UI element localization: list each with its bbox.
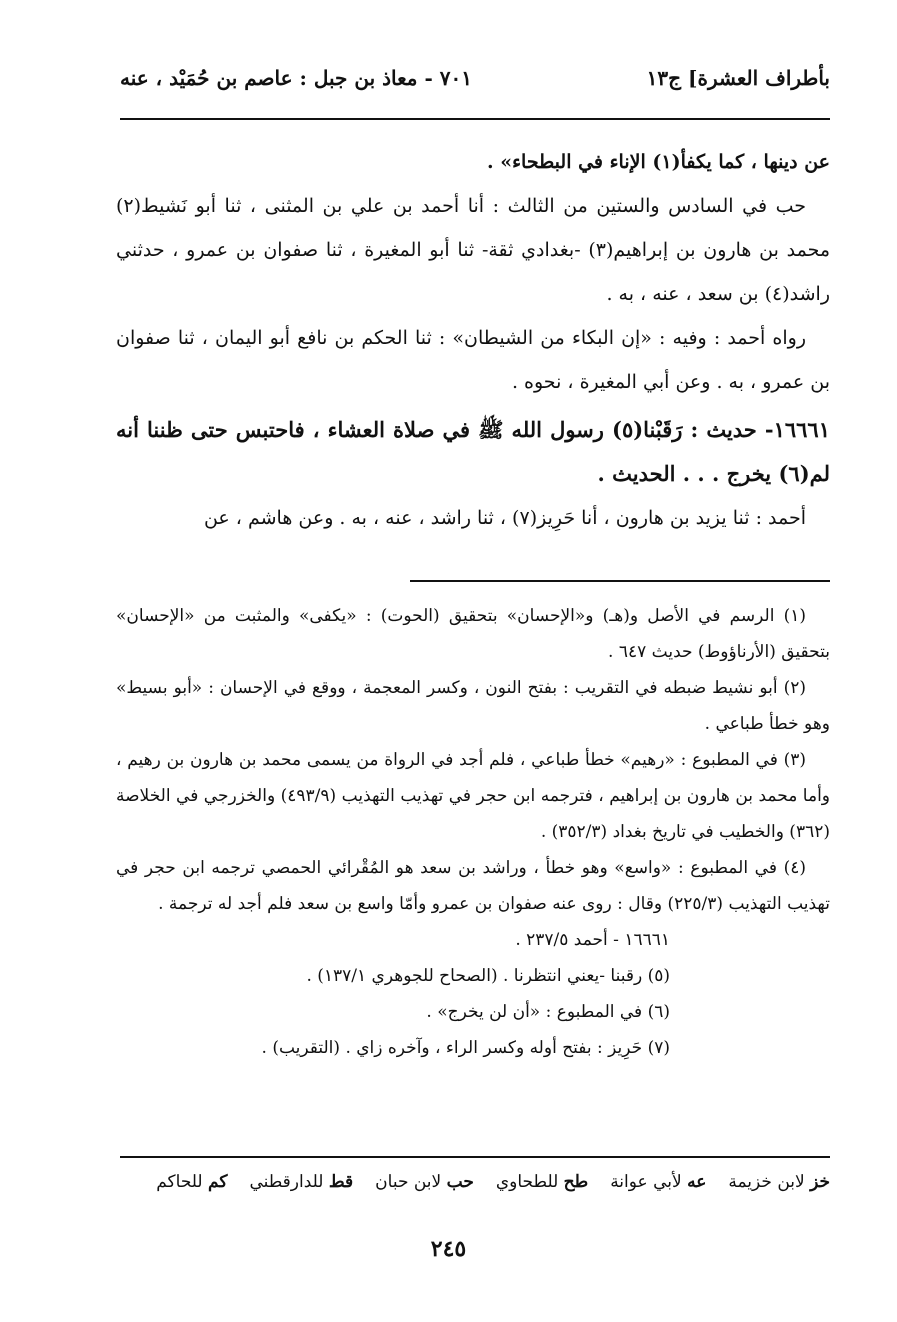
header-volume-title: بأطراف العشرة] ج١٣ <box>646 66 830 90</box>
footnote-2: (٢) أبو نشيط ضبطه في التقريب : بفتح النون ، وكسر المعجمة ، ووقع في الإحسان : «أبو بسيط» وهو خطأ طباعي . <box>116 678 830 734</box>
paragraph-continuation: عن دينها ، كما يكفأ(١) الإناء في البطحاء» . <box>487 151 830 173</box>
footnotes-divider <box>410 580 830 582</box>
running-header <box>120 58 830 98</box>
footnote-4: (٤) في المطبوع : «واسع» وهو خطأ ، وراشد بن سعد هو المُقْرائي الحمصي ترجمه ابن حجر في تهذيب التهذيب (٢٢٥/٣) وقال : روى عنه صفوان بن عمرو وأمّا واسع بن سعد فلم أجد له ترجمة . <box>116 858 830 914</box>
abbreviations-divider <box>120 1156 830 1158</box>
page-number: ٢٤٥ <box>430 1236 467 1262</box>
footnote-3: (٣) في المطبوع : «رهيم» خطأ طباعي ، فلم أجد في الرواة من يسمى محمد بن هارون بن رهيم ، وأما محمد بن هارون بن إبراهيم ، فترجمه ابن حجر في تهذيب التهذيب (٤٩٣/٩) والخزرجي في الخلاصة (٣٦٢) والخطيب في تاريخ بغداد (٣٥٢/٣) . <box>116 750 830 842</box>
abbrev-item: خز لابن خزيمة <box>728 1172 830 1192</box>
footnote-1: (١) الرسم في الأصل و(هـ) و«الإحسان» بتحقيق (الحوت) : «يكفى» والمثبت من «الإحسان» بتحقيق (الأرناؤوط) حديث ٦٤٧ . <box>116 606 830 662</box>
header-section-title: ٧٠١ - معاذ بن جبل : عاصم بن حُمَيْد ، عنه <box>120 66 472 90</box>
footnotes <box>116 598 830 1066</box>
abbrev-item: عه لأبي عوانة <box>610 1172 707 1192</box>
paragraph-ahmad: رواه أحمد : وفيه : «إن البكاء من الشيطان» : ثنا الحكم بن نافع أبو اليمان ، ثنا صفوان بن عمرو ، به . وعن أبي المغيرة ، نحوه . <box>116 327 830 393</box>
footnote-7: (٧) حَرِيز : بفتح أوله وكسر الراء ، وآخره زاي . (التقريب) . <box>261 1038 670 1058</box>
abbrev-item: قط للدارقطني <box>249 1172 354 1192</box>
hadith-heading: ١٦٦٦١- حديث : رَقَبْنا(٥) رسول الله ﷺ في صلاة العشاء ، فاحتبس حتى ظننا أنه لم(٦) يخرج . . . الحديث . <box>116 417 830 486</box>
paragraph-ibn-hibban: حب في السادس والستين من الثالث : أنا أحمد بن علي بن المثنى ، ثنا أبو نَشيط(٢) محمد بن هارون بن إبراهيم(٣) -بغدادي ثقة- ثنا أبو المغيرة ، ثنا صفوان بن عمرو ، حدثني راشد(٤) بن سعد ، عنه ، به . <box>116 195 831 305</box>
hadith-reference: ١٦٦٦١ - أحمد ٢٣٧/٥ . <box>515 930 670 950</box>
paragraph-ahmad-chain: أحمد : ثنا يزيد بن هارون ، أنا حَرِيز(٧) ، ثنا راشد ، عنه ، به . وعن هاشم ، عن <box>203 507 806 529</box>
abbrev-item: كم للحاكم <box>156 1172 228 1192</box>
abbrev-item: حب لابن حبان <box>375 1172 474 1192</box>
main-text <box>116 140 830 540</box>
header-divider <box>120 118 830 120</box>
abbrev-item: طح للطحاوي <box>495 1172 589 1192</box>
abbreviations-key <box>110 1172 830 1192</box>
footnote-5: (٥) رقبنا -يعني انتظرنا . (الصحاح للجوهري ١٣٧/١) . <box>306 966 670 986</box>
footnote-6: (٦) في المطبوع : «أن لن يخرج» . <box>426 1002 670 1022</box>
